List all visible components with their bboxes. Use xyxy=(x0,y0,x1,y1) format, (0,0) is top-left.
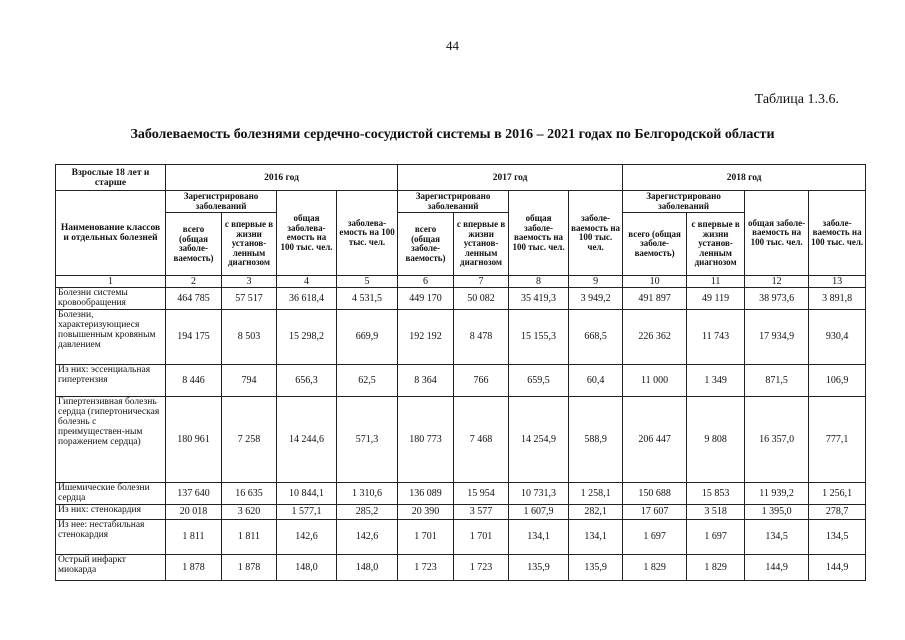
total-header-2018: всего (общая заболе-ваемость) xyxy=(623,213,687,276)
value-cell: 7 258 xyxy=(222,397,277,483)
value-cell: 142,6 xyxy=(277,520,337,555)
value-cell: 60,4 xyxy=(569,365,623,397)
total-header-2016: всего (общая заболе-ваемость) xyxy=(166,213,222,276)
registered-header-2016: Зарегистрировано заболеваний xyxy=(166,191,277,213)
value-cell: 14 254,9 xyxy=(509,397,569,483)
value-cell: 106,9 xyxy=(809,365,866,397)
general-rate-header-2018: общая заболе-ваемость на 100 тыс. чел. xyxy=(745,191,809,276)
column-number: 9 xyxy=(569,276,623,288)
value-cell: 8 503 xyxy=(222,310,277,365)
first-time-header-2016: с впервые в жизни установ-ленным диагнозом xyxy=(222,213,277,276)
value-cell: 15 155,3 xyxy=(509,310,569,365)
value-cell: 1 256,1 xyxy=(809,483,866,505)
value-cell: 8 478 xyxy=(454,310,509,365)
disease-name-cell: Из них: эссенциальная гипертензия xyxy=(56,365,166,397)
column-number: 3 xyxy=(222,276,277,288)
value-cell: 930,4 xyxy=(809,310,866,365)
value-cell: 194 175 xyxy=(166,310,222,365)
value-cell: 3 577 xyxy=(454,505,509,520)
header-row-subcolumns xyxy=(56,213,866,276)
value-cell: 1 811 xyxy=(166,520,222,555)
value-cell: 766 xyxy=(454,365,509,397)
year-header-2016: 2016 год xyxy=(166,165,398,191)
value-cell: 136 089 xyxy=(398,483,454,505)
value-cell: 38 973,6 xyxy=(745,288,809,310)
column-number-row xyxy=(56,276,866,288)
value-cell: 134,1 xyxy=(509,520,569,555)
value-cell: 180 961 xyxy=(166,397,222,483)
value-cell: 10 844,1 xyxy=(277,483,337,505)
value-cell: 17 934,9 xyxy=(745,310,809,365)
registered-header-2017: Зарегистрировано заболеваний xyxy=(398,191,509,213)
value-cell: 3 518 xyxy=(687,505,745,520)
value-cell: 777,1 xyxy=(809,397,866,483)
value-cell: 150 688 xyxy=(623,483,687,505)
value-cell: 571,3 xyxy=(337,397,398,483)
value-cell: 1 878 xyxy=(166,555,222,581)
value-cell: 144,9 xyxy=(745,555,809,581)
value-cell: 1 811 xyxy=(222,520,277,555)
value-cell: 282,1 xyxy=(569,505,623,520)
value-cell: 285,2 xyxy=(337,505,398,520)
value-cell: 11 939,2 xyxy=(745,483,809,505)
value-cell: 449 170 xyxy=(398,288,454,310)
document-title: Заболеваемость болезнями сердечно-сосудистой системы в 2016 – 2021 годах по Белгородской области xyxy=(130,127,775,142)
value-cell: 8 446 xyxy=(166,365,222,397)
value-cell: 3 949,2 xyxy=(569,288,623,310)
column-number: 10 xyxy=(623,276,687,288)
value-cell: 15 298,2 xyxy=(277,310,337,365)
value-cell: 588,9 xyxy=(569,397,623,483)
disease-name-cell: Из них: стенокардия xyxy=(56,505,166,520)
value-cell: 57 517 xyxy=(222,288,277,310)
value-cell: 7 468 xyxy=(454,397,509,483)
column-number: 4 xyxy=(277,276,337,288)
value-cell: 134,5 xyxy=(745,520,809,555)
page-number: 44 xyxy=(446,38,459,53)
value-cell: 35 419,3 xyxy=(509,288,569,310)
value-cell: 16 635 xyxy=(222,483,277,505)
value-cell: 656,3 xyxy=(277,365,337,397)
value-cell: 192 192 xyxy=(398,310,454,365)
total-header-2017: всего (общая заболе-ваемость) xyxy=(398,213,454,276)
column-number: 12 xyxy=(745,276,809,288)
table-row xyxy=(56,397,866,483)
value-cell: 1 829 xyxy=(623,555,687,581)
value-cell: 8 364 xyxy=(398,365,454,397)
table-row xyxy=(56,365,866,397)
value-cell: 794 xyxy=(222,365,277,397)
value-cell: 1 723 xyxy=(398,555,454,581)
general-rate-header-2016: общая заболева-емость на 100 тыс. чел. xyxy=(277,191,337,276)
value-cell: 3 620 xyxy=(222,505,277,520)
adults-header: Взрослые 18 лет и старше xyxy=(56,165,166,191)
value-cell: 4 531,5 xyxy=(337,288,398,310)
first-time-header-2018: с впервые в жизни установ-ленным диагнозом xyxy=(687,213,745,276)
column-number: 5 xyxy=(337,276,398,288)
value-cell: 1 258,1 xyxy=(569,483,623,505)
value-cell: 134,5 xyxy=(809,520,866,555)
value-cell: 669,9 xyxy=(337,310,398,365)
value-cell: 10 731,3 xyxy=(509,483,569,505)
header-row-registered xyxy=(56,191,866,213)
disease-name-cell: Болезни, характеризующиеся повышенным кровяным давлением xyxy=(56,310,166,365)
table-row xyxy=(56,288,866,310)
value-cell: 11 000 xyxy=(623,365,687,397)
value-cell: 1 878 xyxy=(222,555,277,581)
disease-name-cell: Болезни системы кровообращения xyxy=(56,288,166,310)
value-cell: 9 808 xyxy=(687,397,745,483)
name-column-header: Наименование классов и отдельных болезней xyxy=(56,191,166,276)
value-cell: 1 829 xyxy=(687,555,745,581)
value-cell: 148,0 xyxy=(277,555,337,581)
value-cell: 14 244,6 xyxy=(277,397,337,483)
value-cell: 20 390 xyxy=(398,505,454,520)
value-cell: 16 357,0 xyxy=(745,397,809,483)
value-cell: 1 349 xyxy=(687,365,745,397)
value-cell: 20 018 xyxy=(166,505,222,520)
rate-header-2016: заболева-емость на 100 тыс. чел. xyxy=(337,191,398,276)
column-number: 8 xyxy=(509,276,569,288)
value-cell: 180 773 xyxy=(398,397,454,483)
value-cell: 871,5 xyxy=(745,365,809,397)
value-cell: 15 853 xyxy=(687,483,745,505)
column-number: 11 xyxy=(687,276,745,288)
value-cell: 1 395,0 xyxy=(745,505,809,520)
table-label: Таблица 1.3.6. xyxy=(754,92,839,107)
column-number: 2 xyxy=(166,276,222,288)
value-cell: 62,5 xyxy=(337,365,398,397)
morbidity-table xyxy=(55,164,866,581)
value-cell: 659,5 xyxy=(509,365,569,397)
value-cell: 11 743 xyxy=(687,310,745,365)
value-cell: 3 891,8 xyxy=(809,288,866,310)
value-cell: 464 785 xyxy=(166,288,222,310)
value-cell: 36 618,4 xyxy=(277,288,337,310)
year-header-2017: 2017 год xyxy=(398,165,623,191)
disease-name-cell: Из нее: нестабильная стенокардия xyxy=(56,520,166,555)
value-cell: 1 701 xyxy=(398,520,454,555)
value-cell: 15 954 xyxy=(454,483,509,505)
value-cell: 49 119 xyxy=(687,288,745,310)
value-cell: 1 697 xyxy=(687,520,745,555)
value-cell: 206 447 xyxy=(623,397,687,483)
column-number: 13 xyxy=(809,276,866,288)
value-cell: 1 697 xyxy=(623,520,687,555)
column-number: 7 xyxy=(454,276,509,288)
column-number: 1 xyxy=(56,276,166,288)
disease-name-cell: Острый инфаркт миокарда xyxy=(56,555,166,581)
value-cell: 137 640 xyxy=(166,483,222,505)
disease-name-cell: Ишемические болезни сердца xyxy=(56,483,166,505)
first-time-header-2017: с впервые в жизни установ-ленным диагнозом xyxy=(454,213,509,276)
table-row xyxy=(56,555,866,581)
value-cell: 134,1 xyxy=(569,520,623,555)
value-cell: 1 723 xyxy=(454,555,509,581)
registered-header-2018: Зарегистрировано заболеваний xyxy=(623,191,745,213)
year-header-2018: 2018 год xyxy=(623,165,866,191)
value-cell: 50 082 xyxy=(454,288,509,310)
table-row xyxy=(56,505,866,520)
value-cell: 1 607,9 xyxy=(509,505,569,520)
value-cell: 142,6 xyxy=(337,520,398,555)
table-row xyxy=(56,520,866,555)
header-row-years xyxy=(56,165,866,191)
value-cell: 278,7 xyxy=(809,505,866,520)
value-cell: 148,0 xyxy=(337,555,398,581)
value-cell: 135,9 xyxy=(569,555,623,581)
value-cell: 668,5 xyxy=(569,310,623,365)
table-row xyxy=(56,310,866,365)
value-cell: 135,9 xyxy=(509,555,569,581)
value-cell: 226 362 xyxy=(623,310,687,365)
rate-header-2018: заболе-ваемость на 100 тыс. чел. xyxy=(809,191,866,276)
table-row xyxy=(56,483,866,505)
column-number: 6 xyxy=(398,276,454,288)
value-cell: 144,9 xyxy=(809,555,866,581)
general-rate-header-2017: общая заболе-ваемость на 100 тыс. чел. xyxy=(509,191,569,276)
value-cell: 17 607 xyxy=(623,505,687,520)
disease-name-cell: Гипертензивная болезнь сердца (гипертоническая болезнь с преимуществен-ным поражением сердца) xyxy=(56,397,166,483)
value-cell: 1 310,6 xyxy=(337,483,398,505)
value-cell: 1 701 xyxy=(454,520,509,555)
value-cell: 1 577,1 xyxy=(277,505,337,520)
rate-header-2017: заболе-ваемость на 100 тыс. чел. xyxy=(569,191,623,276)
value-cell: 491 897 xyxy=(623,288,687,310)
